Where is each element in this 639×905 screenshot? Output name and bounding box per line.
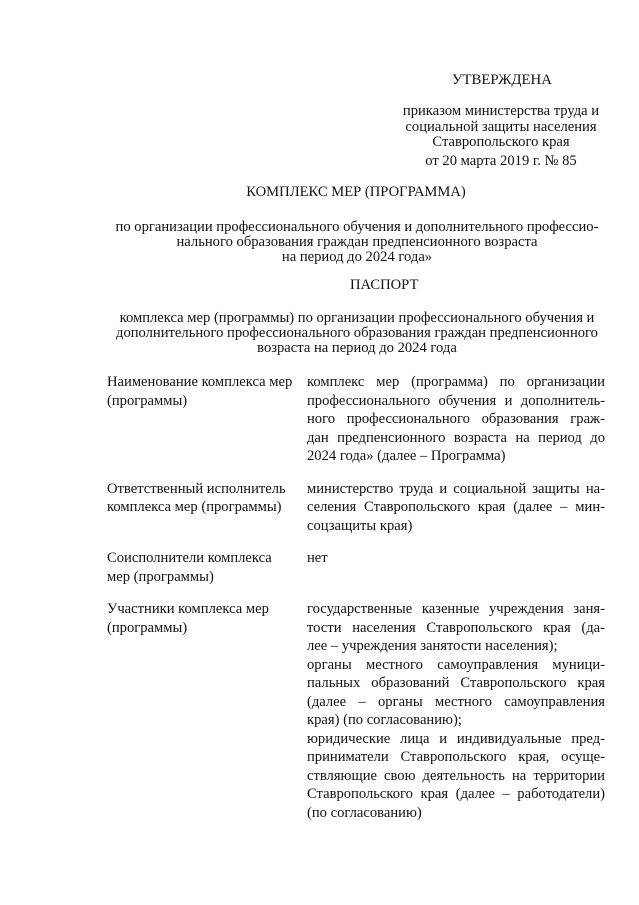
value-line: министерство труда и социальной защиты на- xyxy=(307,480,605,497)
value-line: нет xyxy=(307,550,328,566)
document-subtitle-line: нального образования граждан предпенсионного возраста xyxy=(176,234,538,250)
value-line: края) (по согласованию); xyxy=(307,712,462,728)
value-line: приниматели Ставропольского края, осуще- xyxy=(307,749,605,765)
label-line: мер (программы) xyxy=(107,568,214,585)
label-line: комплекса мер (программы) xyxy=(107,499,282,515)
value-line: тости населения Ставропольского края (да- xyxy=(307,619,605,636)
value-line: (далее – органы местного самоуправления xyxy=(307,693,605,710)
passport-row-name xyxy=(107,373,607,466)
value-line: пальных образований Ставропольского края xyxy=(307,675,605,691)
approval-line: приказом министерства труда и xyxy=(402,103,600,119)
document-subtitle xyxy=(104,220,610,265)
approval-date: от 20 марта 2019 г. № 85 xyxy=(425,153,577,169)
passport-subtitle-line: комплекса мер (программы) по организации профессионального обучения и xyxy=(119,310,595,326)
value-line: Ставропольского края (далее – работодатели) xyxy=(307,786,605,802)
approval-line: социальной защиты населения xyxy=(405,118,597,135)
value-line: дан предпенсионного возраста на период до xyxy=(307,429,605,446)
approval-order-block xyxy=(390,104,612,151)
value-line: ного профессионального образования граж- xyxy=(307,411,605,427)
value-line: государственные казенные учреждения заня- xyxy=(307,601,605,617)
value-line: профессионального обучения и дополнитель- xyxy=(307,392,605,409)
passport-subtitle-line: возраста на период до 2024 года xyxy=(257,340,457,356)
passport-row-value xyxy=(307,600,605,822)
value-line: соцзащиты края) xyxy=(307,517,413,534)
passport-row-label xyxy=(107,600,307,822)
passport-row-value xyxy=(307,373,605,466)
passport-row-value xyxy=(307,480,605,536)
label-line: Участники комплекса мер xyxy=(107,601,269,617)
passport-row-value xyxy=(307,549,605,586)
label-line: (программы) xyxy=(107,619,188,636)
value-line: 2024 года» (далее – Программа) xyxy=(307,448,506,464)
label-line: Наименование комплекса мер xyxy=(107,374,293,390)
document-subtitle-line: на период до 2024 года» xyxy=(281,249,433,265)
passport-row-label xyxy=(107,549,307,586)
label-line: Ответственный исполнитель xyxy=(107,480,286,497)
passport-row-responsible xyxy=(107,480,607,536)
passport-subtitle-line: дополнительного профессионального образования граждан предпенсионного xyxy=(116,325,598,341)
value-line: лее – учреждения занятости населения); xyxy=(307,638,558,654)
value-line: (по согласованию) xyxy=(307,804,422,821)
passport-row-label xyxy=(107,480,307,536)
document-title: КОМПЛЕКС МЕР (ПРОГРАММА) xyxy=(246,184,466,200)
value-line: ствляющие свою деятельность на территории xyxy=(307,767,605,784)
document-subtitle-line: по организации профессионального обучения и дополнительного профессио- xyxy=(115,219,599,235)
passport-row-participants xyxy=(107,600,607,822)
passport-row-label xyxy=(107,373,307,466)
approval-heading: УТВЕРЖДЕНА xyxy=(452,72,552,88)
passport-row-coexecutors xyxy=(107,549,607,586)
value-line: юридические лица и индивидуальные пред- xyxy=(307,730,605,747)
passport-table xyxy=(107,373,607,836)
passport-subtitle xyxy=(104,311,610,356)
value-line: органы местного самоуправления муници- xyxy=(307,656,605,673)
value-line: комплекс мер (программа) по организации xyxy=(307,374,605,390)
value-line: селения Ставропольского края (далее – мин- xyxy=(307,499,605,515)
passport-title: ПАСПОРТ xyxy=(350,277,419,293)
label-line: (программы) xyxy=(107,392,188,409)
approval-line: Ставропольского края xyxy=(432,134,570,150)
label-line: Соисполнители комплекса xyxy=(107,550,272,566)
